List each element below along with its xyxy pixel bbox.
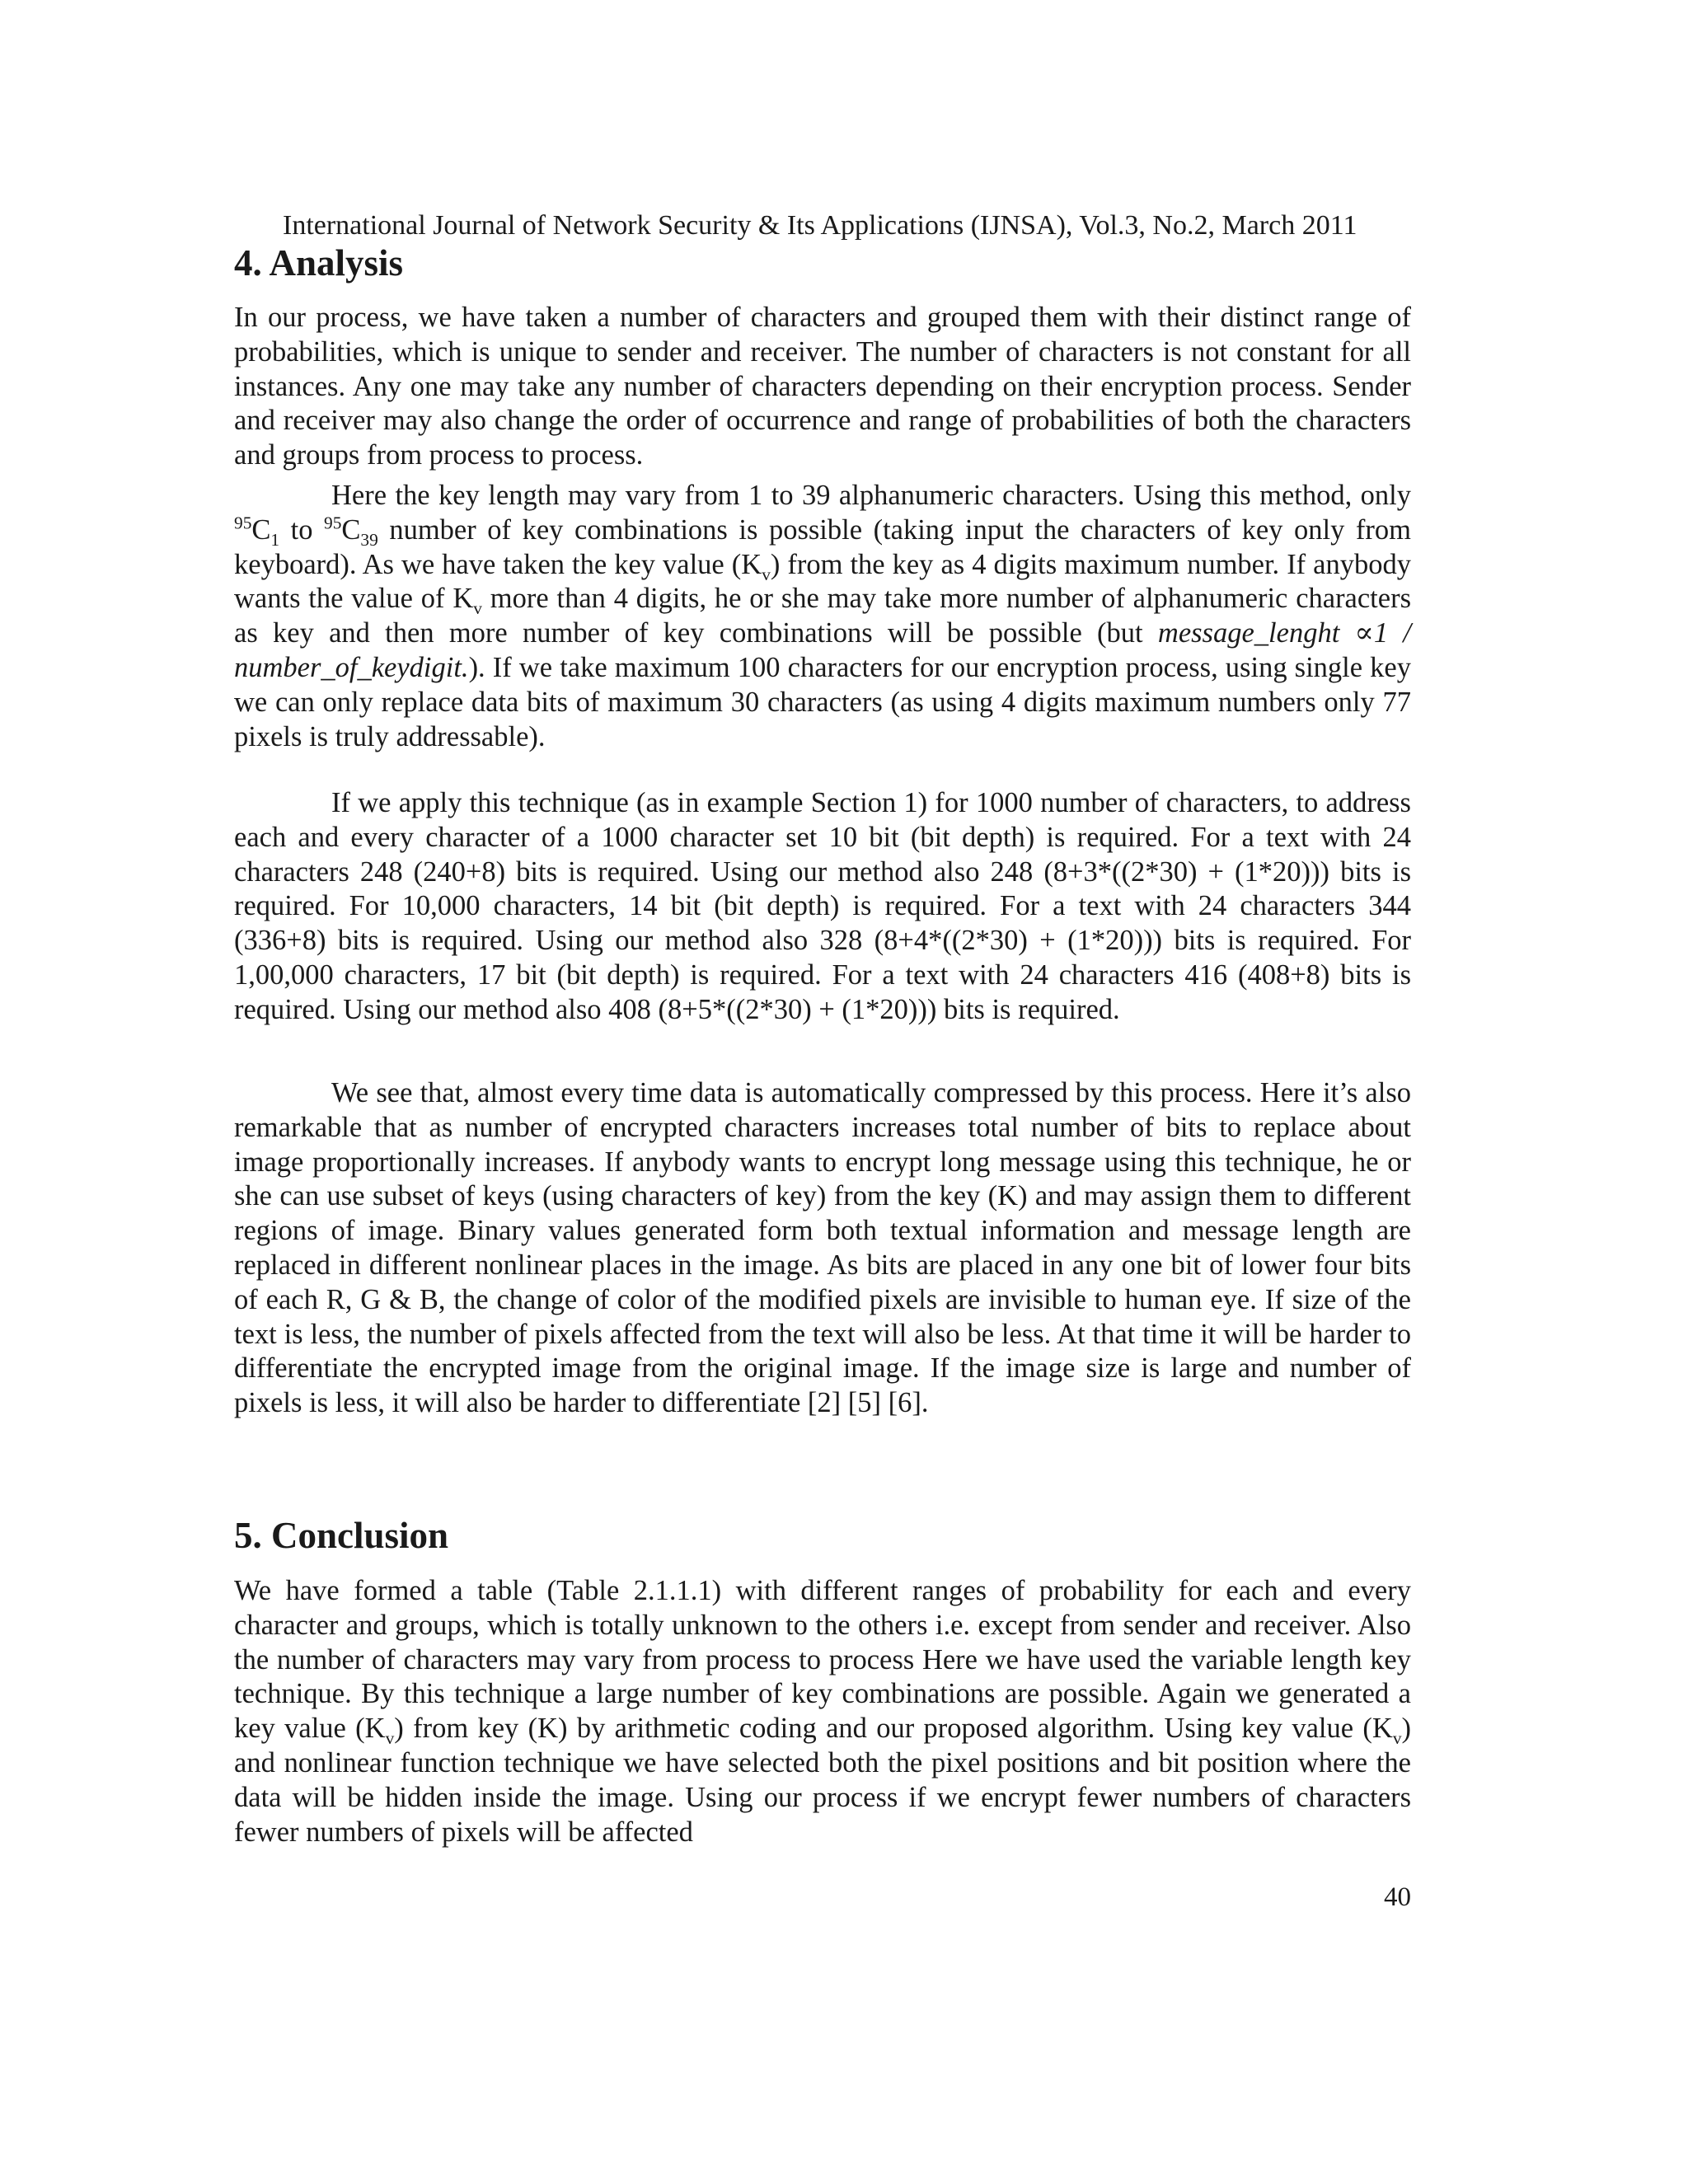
formula: message_lenght ∝1 / number_of_keydigit. <box>234 617 1412 683</box>
key-symbol: K <box>364 1713 386 1745</box>
subscript: v <box>762 564 771 584</box>
combination-symbol: C <box>341 513 361 546</box>
text-run: more than 4 digits, he or she may take more number of alphanumeric characters as key and then more number of key combinations will be possible (but <box>234 583 1411 649</box>
subscript: v <box>1392 1728 1402 1749</box>
analysis-paragraph-1: In our process, we have taken a number of characters and grouped them with their distinct range of probabilities, which is unique to sender and receiver. The number of characters is not constant for all instances. Any one may take any number of characters depending on their encryption process. Sender and receiver may also change the order of occurrence and range of probabilities of both the characters and groups from process to process. <box>234 302 1411 471</box>
running-header: International Journal of Network Security & Its Applications (IJNSA), Vol.3, No.2, March 2011 <box>283 210 1357 241</box>
text-run: number of key combinations is possible (taking input the characters of key only from keyboard). As we have taken the key value ( <box>234 513 1411 580</box>
subscript: 1 <box>270 529 280 550</box>
page-number: 40 <box>1384 1882 1411 1912</box>
subscript: v <box>473 598 482 619</box>
text-run: ) from key (K) by arithmetic coding and our proposed algorithm. Using key value ( <box>394 1713 1372 1745</box>
subscript: 39 <box>360 529 378 550</box>
combination-symbol: C <box>251 513 271 546</box>
superscript: 95 <box>234 513 252 533</box>
analysis-paragraph-2 <box>234 479 1411 754</box>
conclusion-paragraph-1 <box>234 1574 1411 1849</box>
key-symbol: K <box>1372 1713 1393 1745</box>
text-run: Here the key length may vary from 1 to 39 alphanumeric characters. Using this method, only <box>331 480 1411 511</box>
text-run: to <box>279 513 325 546</box>
text-run: ) and nonlinear function technique we have selected both the pixel positions and bit position where the data will be hidden inside the image. Using our process if we encrypt fewer numbers of characters fewer numbers of pixels will be affected <box>234 1713 1411 1848</box>
analysis-paragraph-4: We see that, almost every time data is automatically compressed by this process. Here it’s also remarkable that as number of encrypted characters increases total number of bits to replace about image proportionally increases. If anybody wants to encrypt long message using this technique, he or she can use subset of keys (using characters of key) from the key (K) and may assign them to different regions of image. Binary values generated form both textual information and message length are replaced in different nonlinear places in the image. As bits are placed in any one bit of lower four bits of each R, G & B, the change of color of the modified pixels are invisible to human eye. If size of the text is less, the number of pixels affected from the text will also be less. At that time it will be harder to differentiate the encrypted image from the original image. If the image size is large and number of pixels is less, it will also be harder to differentiate [2] [5] [6]. <box>234 1077 1411 1419</box>
text-run: We have formed a table (Table 2.1.1.1) with different ranges of probability for each and every character and groups, which is totally unknown to the others i.e. except from sender and receiver. Also the number of characters may vary from process to process Here we have used the variable length key technique. By this technique a large number of key combinations are possible. Again we generated a key value ( <box>234 1575 1411 1745</box>
subscript: v <box>385 1728 395 1749</box>
section-heading-conclusion: 5. Conclusion <box>234 1515 449 1556</box>
section-heading-analysis: 4. Analysis <box>234 242 404 284</box>
key-symbol: K <box>741 548 762 580</box>
superscript: 95 <box>324 513 342 533</box>
analysis-paragraph-3: If we apply this technique (as in example Section 1) for 1000 number of characters, to address each and every character of a 1000 character set 10 bit (bit depth) is required. For a text with 24 characters 248 (240+8) bits is required. Using our method also 248 (8+3*((2*30) + (1*20))) bits is required. For 10,000 characters, 14 bit (bit depth) is required. For a text with 24 characters 344 (336+8) bits is required. Using our method also 328 (8+4*((2*30) + (1*20))) bits is required. For 1,00,000 characters, 17 bit (bit depth) is required. For a text with 24 characters 416 (408+8) bits is required. Using our method also 408 (8+5*((2*30) + (1*20))) bits is required. <box>234 787 1411 1025</box>
text-run: ). If we take maximum 100 characters for our encryption process, using single key we can only replace data bits of maximum 30 characters (as using 4 digits maximum numbers only 77 pixels is truly addressable). <box>234 651 1411 752</box>
key-symbol: K <box>452 583 474 615</box>
text-run: ) from the key as 4 digits maximum number. If anybody wants the value of <box>234 548 1411 615</box>
